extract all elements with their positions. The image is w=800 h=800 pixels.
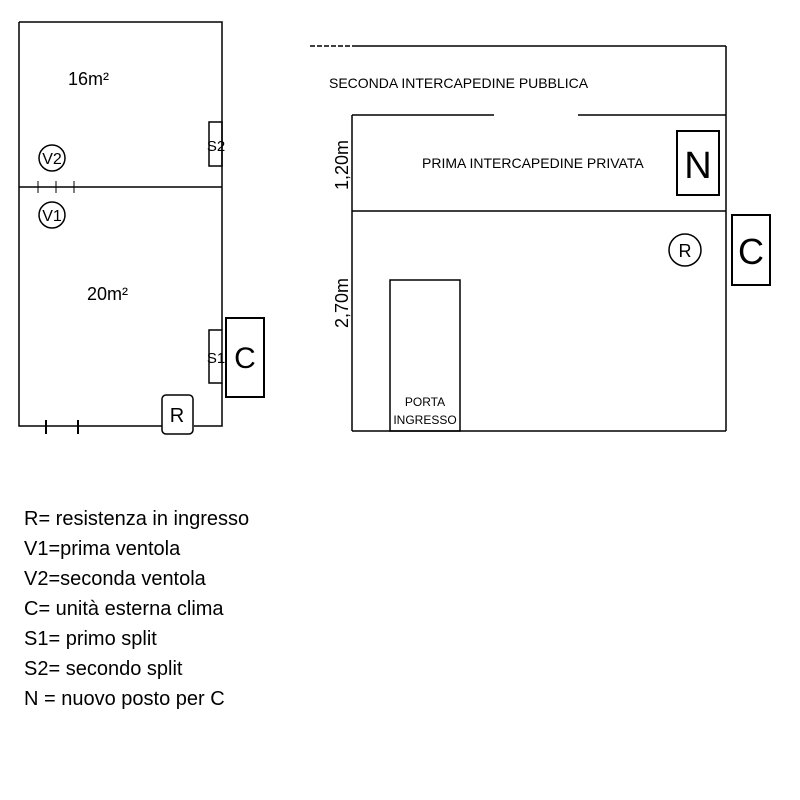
heater-left-label: R <box>169 405 185 427</box>
legend-item-c: C= unità esterna clima <box>24 598 224 620</box>
room-dimension-label: 2,70m <box>332 277 352 329</box>
left-plan <box>19 22 264 434</box>
new-spot-label: N <box>684 145 712 187</box>
legend-item-v1: V1=prima ventola <box>24 538 181 560</box>
door-label-line2: INGRESSO <box>393 413 457 427</box>
cavity-dimension-label: 1,20m <box>332 139 352 191</box>
legend-item-s2: S2= secondo split <box>24 658 183 680</box>
room-bottom-area-label: 20m² <box>87 284 129 304</box>
split-s2-label: S2 <box>206 138 226 155</box>
legend-item-s1: S1= primo split <box>24 628 157 650</box>
legend-item-n: N = nuovo posto per C <box>24 688 225 710</box>
outdoor-unit-right-label: C <box>738 231 764 272</box>
room-top-area-label: 16m² <box>68 69 110 89</box>
public-cavity-label: SECONDA INTERCAPEDINE PUBBLICA <box>329 75 589 91</box>
split-s1-label: S1 <box>206 350 226 367</box>
private-cavity-label: PRIMA INTERCAPEDINE PRIVATA <box>422 155 644 171</box>
heater-right-label: R <box>678 241 692 261</box>
door-label-line1: PORTA <box>404 395 446 409</box>
right-plan <box>310 46 770 431</box>
legend-item-v2: V2=seconda ventola <box>24 568 206 590</box>
legend <box>24 504 249 714</box>
fan-v1-label: V1 <box>42 208 62 225</box>
legend-item-r: R= resistenza in ingresso <box>24 508 250 530</box>
outdoor-unit-left-label: C <box>234 342 256 375</box>
fan-v2-label: V2 <box>42 151 62 168</box>
